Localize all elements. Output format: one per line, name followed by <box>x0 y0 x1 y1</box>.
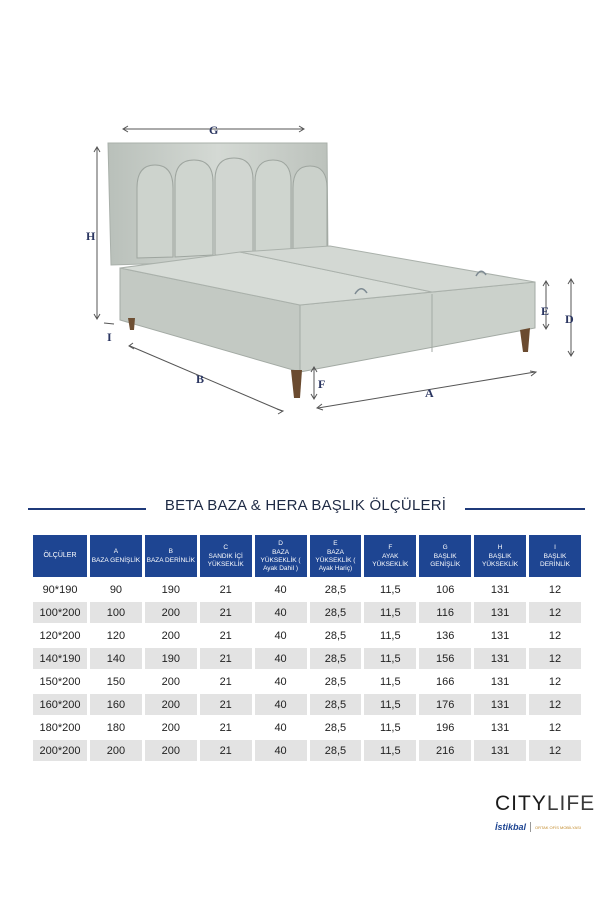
value-cell: 28,5 <box>310 625 362 646</box>
value-cell: 28,5 <box>310 602 362 623</box>
value-cell: 200 <box>145 694 197 715</box>
header-label: BAŞLIK GENİŞLİK <box>430 552 461 568</box>
header-label: BAŞLIK DERİNLİK <box>540 552 570 568</box>
header-letter: D <box>278 539 283 547</box>
value-cell: 131 <box>474 717 526 738</box>
table-row <box>33 602 581 623</box>
value-cell: 11,5 <box>364 602 416 623</box>
dim-label-h: H <box>86 229 96 243</box>
value-cell: 156 <box>419 648 471 669</box>
header-label: BAZA YÜKSEKLİK ( Ayak Dahil ) <box>260 548 301 572</box>
value-cell: 131 <box>474 648 526 669</box>
header-label: BAŞLIK YÜKSEKLİK <box>481 552 519 568</box>
size-cell: 120*200 <box>33 625 87 646</box>
header-col-f <box>364 535 416 577</box>
value-cell: 131 <box>474 625 526 646</box>
header-col-b <box>145 535 197 577</box>
value-cell: 100 <box>90 602 142 623</box>
value-cell: 200 <box>145 625 197 646</box>
header-letter: I <box>554 543 556 551</box>
size-cell: 100*200 <box>33 602 87 623</box>
value-cell: 28,5 <box>310 694 362 715</box>
value-cell: 11,5 <box>364 579 416 600</box>
header-label: AYAK YÜKSEKLİK <box>372 552 409 568</box>
value-cell: 12 <box>529 717 581 738</box>
size-cell: 140*190 <box>33 648 87 669</box>
size-cell: 180*200 <box>33 717 87 738</box>
value-cell: 11,5 <box>364 717 416 738</box>
table-row <box>33 740 581 761</box>
value-cell: 21 <box>200 648 252 669</box>
value-cell: 150 <box>90 671 142 692</box>
header-letter: B <box>168 547 173 555</box>
value-cell: 40 <box>255 579 307 600</box>
value-cell: 28,5 <box>310 648 362 669</box>
table-row <box>33 694 581 715</box>
bed-drawing <box>108 143 535 398</box>
value-cell: 160 <box>90 694 142 715</box>
dim-label-a: A <box>425 386 434 400</box>
value-cell: 11,5 <box>364 740 416 761</box>
header-letter: G <box>442 543 448 551</box>
value-cell: 140 <box>90 648 142 669</box>
value-cell: 40 <box>255 740 307 761</box>
table-row <box>33 671 581 692</box>
header-letter: A <box>113 547 119 555</box>
value-cell: 12 <box>529 602 581 623</box>
value-cell: 200 <box>145 717 197 738</box>
header-letter: C <box>223 543 229 551</box>
table-header-row <box>33 535 581 577</box>
table-title-row <box>28 497 585 519</box>
value-cell: 40 <box>255 648 307 669</box>
header-label: SANDIK İÇİ YÜKSEKLİK <box>207 552 244 568</box>
value-cell: 21 <box>200 625 252 646</box>
value-cell: 120 <box>90 625 142 646</box>
brand-block <box>495 792 596 833</box>
value-cell: 28,5 <box>310 579 362 600</box>
value-cell: 200 <box>145 740 197 761</box>
size-cell: 90*190 <box>33 579 87 600</box>
value-cell: 12 <box>529 671 581 692</box>
value-cell: 21 <box>200 579 252 600</box>
size-cell: 160*200 <box>33 694 87 715</box>
brand-tagline: ORTAK OFİS MOBİLYASI <box>535 824 581 830</box>
value-cell: 40 <box>255 602 307 623</box>
value-cell: 176 <box>419 694 471 715</box>
value-cell: 131 <box>474 694 526 715</box>
value-cell: 12 <box>529 625 581 646</box>
value-cell: 190 <box>145 648 197 669</box>
dim-label-b: B <box>196 372 205 386</box>
value-cell: 216 <box>419 740 471 761</box>
dim-label-d: D <box>565 312 574 326</box>
header-col-h <box>474 535 526 577</box>
brand-sub <box>495 821 581 833</box>
title-divider-left <box>28 508 146 510</box>
value-cell: 40 <box>255 694 307 715</box>
value-cell: 21 <box>200 740 252 761</box>
value-cell: 28,5 <box>310 740 362 761</box>
value-cell: 11,5 <box>364 694 416 715</box>
size-cell: 150*200 <box>33 671 87 692</box>
header-letter: E <box>333 539 338 547</box>
header-label: BAZA GENİŞLİK <box>91 556 141 564</box>
value-cell: 28,5 <box>310 717 362 738</box>
header-label: BAZA YÜKSEKLİK ( Ayak Hariç) <box>315 548 356 572</box>
dim-label-i: I <box>107 330 112 344</box>
header-col-e <box>310 535 362 577</box>
header-col-g <box>419 535 471 577</box>
value-cell: 190 <box>145 579 197 600</box>
header-col-c <box>200 535 252 577</box>
table-row <box>33 625 581 646</box>
value-cell: 180 <box>90 717 142 738</box>
header-col-d <box>255 535 307 577</box>
value-cell: 131 <box>474 740 526 761</box>
header-letter: F <box>388 543 393 551</box>
value-cell: 131 <box>474 602 526 623</box>
value-cell: 40 <box>255 671 307 692</box>
value-cell: 21 <box>200 602 252 623</box>
table-row <box>33 648 581 669</box>
header-label: BAZA DERİNLİK <box>146 556 196 564</box>
brand-divider <box>530 822 531 832</box>
value-cell: 131 <box>474 579 526 600</box>
title-divider-right <box>465 508 585 510</box>
istikbal-logo: İstikbal <box>495 822 527 832</box>
value-cell: 11,5 <box>364 671 416 692</box>
dimensions-table <box>30 533 584 763</box>
header-col-a <box>90 535 142 577</box>
value-cell: 200 <box>145 671 197 692</box>
value-cell: 40 <box>255 625 307 646</box>
dim-label-g: G <box>209 123 219 137</box>
value-cell: 166 <box>419 671 471 692</box>
header-letter: H <box>497 543 503 551</box>
value-cell: 21 <box>200 671 252 692</box>
value-cell: 136 <box>419 625 471 646</box>
value-cell: 12 <box>529 648 581 669</box>
table-title: BETA BAZA & HERA BAŞLIK ÖLÇÜLERİ <box>164 497 447 514</box>
value-cell: 21 <box>200 717 252 738</box>
header-olculer <box>33 535 87 577</box>
table-row <box>33 717 581 738</box>
value-cell: 200 <box>145 602 197 623</box>
value-cell: 90 <box>90 579 142 600</box>
value-cell: 11,5 <box>364 648 416 669</box>
table-row <box>33 579 581 600</box>
value-cell: 106 <box>419 579 471 600</box>
value-cell: 28,5 <box>310 671 362 692</box>
value-cell: 131 <box>474 671 526 692</box>
value-cell: 12 <box>529 740 581 761</box>
value-cell: 12 <box>529 694 581 715</box>
value-cell: 200 <box>90 740 142 761</box>
size-cell: 200*200 <box>33 740 87 761</box>
dim-label-f: F <box>318 377 326 391</box>
header-col-i <box>529 535 581 577</box>
value-cell: 11,5 <box>364 625 416 646</box>
value-cell: 21 <box>200 694 252 715</box>
value-cell: 40 <box>255 717 307 738</box>
value-cell: 196 <box>419 717 471 738</box>
header-label: ÖLÇÜLER <box>43 552 77 559</box>
value-cell: 12 <box>529 579 581 600</box>
citylife-logo: CITYLIFE <box>495 792 596 815</box>
dim-label-e: E <box>541 304 550 318</box>
value-cell: 116 <box>419 602 471 623</box>
